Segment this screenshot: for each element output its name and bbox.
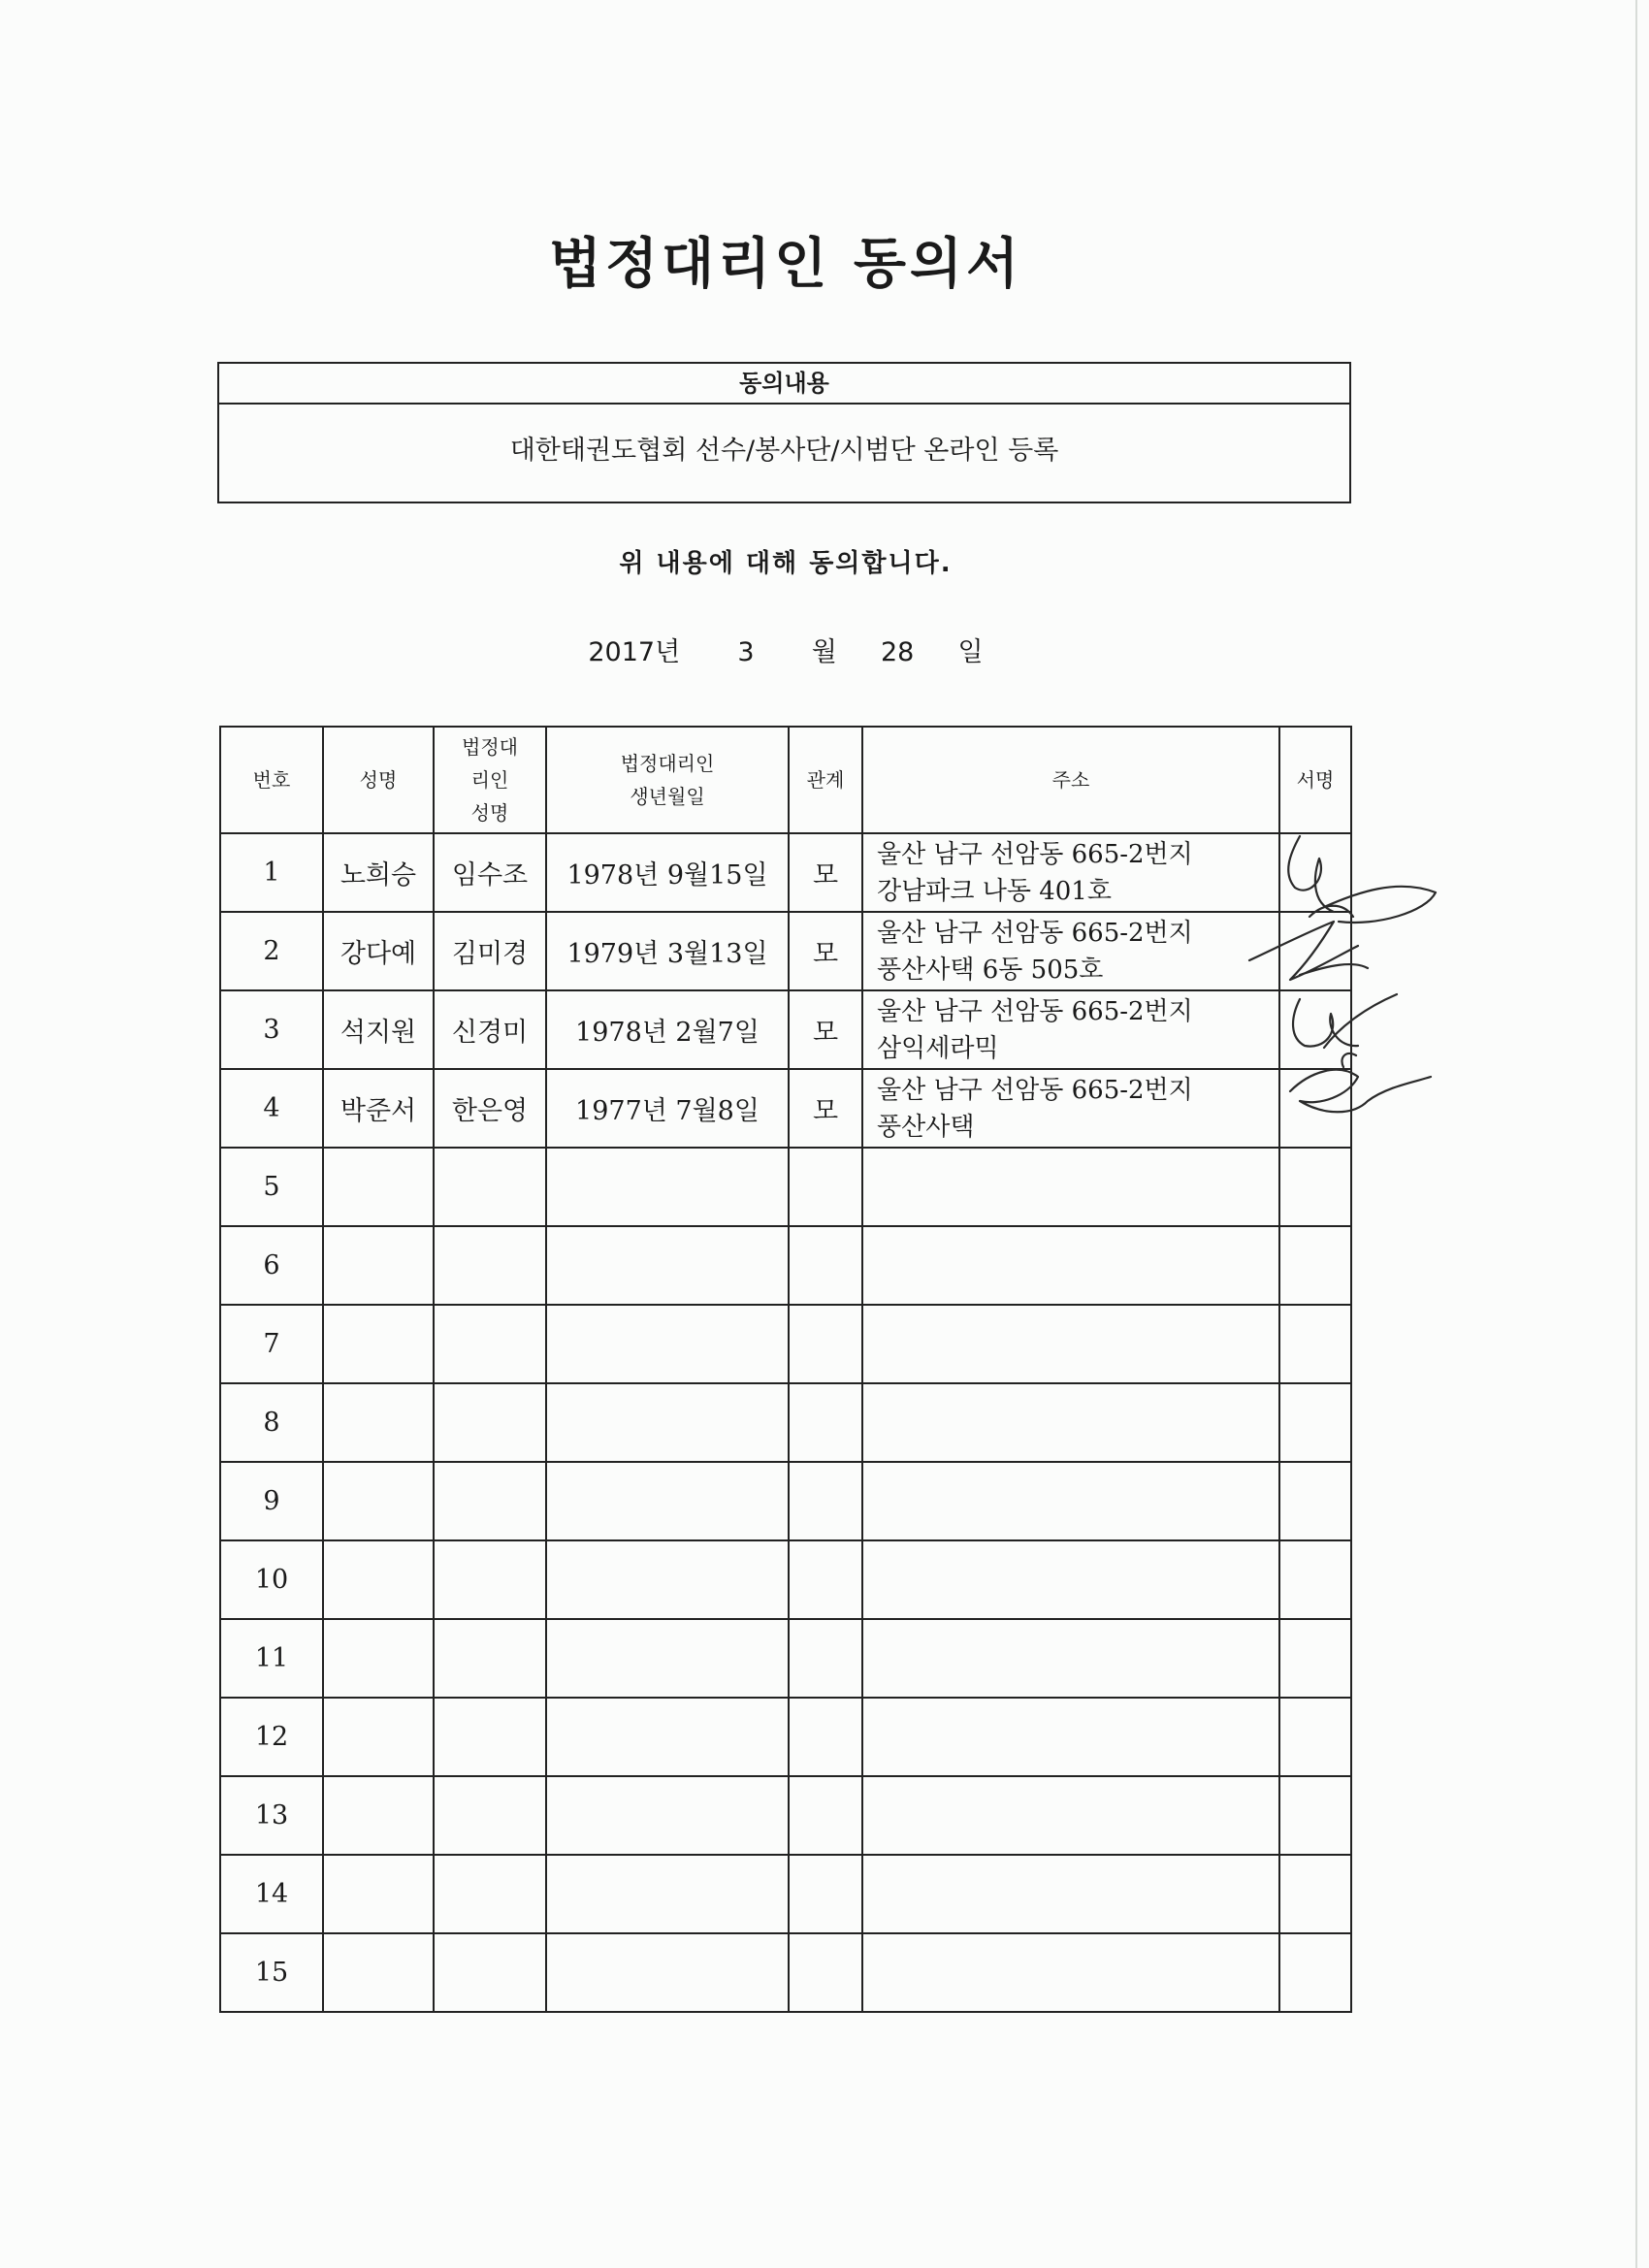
date-month: 3 — [737, 637, 755, 667]
row-name-cell — [323, 1148, 434, 1226]
row-address-cell — [862, 1383, 1279, 1462]
agreement-statement: 위 내용에 대해 동의합니다. — [619, 549, 953, 578]
row-relation-cell — [789, 1698, 862, 1776]
row-guardian-name-cell — [434, 1933, 546, 2012]
row-address-cell — [862, 1855, 1279, 1933]
row-name-cell — [323, 1462, 434, 1540]
row-signature-cell — [1279, 1148, 1351, 1226]
address-line-2: 삼익세라믹 — [877, 1033, 999, 1063]
row-address-cell — [862, 1226, 1279, 1305]
row-relation-cell — [789, 1226, 862, 1305]
address-line-2: 강남파크 나동 401호 — [877, 876, 1112, 906]
row-guardian-name-cell — [434, 1540, 546, 1619]
address-line-1: 울산 남구 선암동 665-2번지 — [877, 918, 1193, 948]
row-name-cell — [323, 1619, 434, 1698]
row-no-cell: 7 — [220, 1305, 323, 1383]
row-relation-cell: 모 — [789, 990, 862, 1069]
table-row — [220, 1069, 1351, 1148]
address-line-2: 풍산사택 6동 505호 — [877, 955, 1104, 985]
row-address-cell — [862, 1776, 1279, 1855]
row-name-cell: 노희승 — [323, 833, 434, 912]
row-address-cell — [862, 912, 1279, 990]
row-no-cell: 3 — [220, 990, 323, 1069]
row-guardian-name-cell — [434, 1776, 546, 1855]
row-guardian-birth-cell — [546, 1698, 789, 1776]
row-signature-cell — [1279, 912, 1351, 990]
row-guardian-name-cell — [434, 1305, 546, 1383]
row-guardian-birth-cell: 1977년 7월8일 — [546, 1069, 789, 1148]
row-name-cell: 강다예 — [323, 912, 434, 990]
row-guardian-name-cell — [434, 1383, 546, 1462]
row-relation-cell: 모 — [789, 833, 862, 912]
row-guardian-birth-cell: 1979년 3월13일 — [546, 912, 789, 990]
document-date — [0, 631, 1571, 668]
row-relation-cell: 모 — [789, 912, 862, 990]
table-row — [220, 1933, 1351, 2012]
row-guardian-birth-cell — [546, 1462, 789, 1540]
header-relation: 관계 — [789, 727, 862, 833]
row-name-cell: 석지원 — [323, 990, 434, 1069]
row-no-cell: 9 — [220, 1462, 323, 1540]
address-line-1: 울산 남구 선암동 665-2번지 — [877, 839, 1193, 869]
row-guardian-birth-cell: 1978년 2월7일 — [546, 990, 789, 1069]
date-month-unit: 월 — [811, 637, 837, 667]
row-guardian-birth-cell — [546, 1776, 789, 1855]
table-row — [220, 833, 1351, 912]
row-guardian-name-cell — [434, 1148, 546, 1226]
row-address-cell — [862, 1148, 1279, 1226]
row-name-cell — [323, 1933, 434, 2012]
row-relation-cell — [789, 1148, 862, 1226]
row-name-cell — [323, 1698, 434, 1776]
table-row — [220, 1148, 1351, 1226]
row-address-cell — [862, 833, 1279, 912]
row-signature-cell — [1279, 1462, 1351, 1540]
guardian-consent-table — [219, 726, 1352, 2013]
row-signature-cell — [1279, 833, 1351, 912]
row-guardian-birth-cell — [546, 1540, 789, 1619]
row-signature-cell — [1279, 1226, 1351, 1305]
date-day-unit: 일 — [957, 637, 984, 667]
consent-box-header: 동의내용 — [219, 364, 1349, 405]
row-signature-cell — [1279, 1305, 1351, 1383]
address-line-2: 풍산사택 — [877, 1112, 975, 1142]
row-guardian-name-cell — [434, 1226, 546, 1305]
consent-box-content: 대한태권도협회 선수/봉사단/시범단 온라인 등록 — [509, 436, 1059, 466]
header-name: 성명 — [323, 727, 434, 833]
row-signature-cell — [1279, 1855, 1351, 1933]
row-guardian-name-cell: 신경미 — [434, 990, 546, 1069]
row-name-cell: 박준서 — [323, 1069, 434, 1148]
row-no-cell: 10 — [220, 1540, 323, 1619]
row-guardian-birth-cell — [546, 1619, 789, 1698]
row-guardian-birth-cell — [546, 1148, 789, 1226]
scan-edge-line — [1635, 0, 1637, 2268]
table-row — [220, 1776, 1351, 1855]
row-guardian-birth-cell: 1978년 9월15일 — [546, 833, 789, 912]
header-signature: 서명 — [1279, 727, 1351, 833]
row-address-cell — [862, 1540, 1279, 1619]
row-no-cell: 5 — [220, 1148, 323, 1226]
row-signature-cell — [1279, 1698, 1351, 1776]
row-guardian-name-cell — [434, 1698, 546, 1776]
address-line-1: 울산 남구 선암동 665-2번지 — [877, 996, 1193, 1026]
row-no-cell: 6 — [220, 1226, 323, 1305]
table-row — [220, 1462, 1351, 1540]
row-signature-cell — [1279, 1069, 1351, 1148]
row-relation-cell — [789, 1855, 862, 1933]
row-no-cell: 14 — [220, 1855, 323, 1933]
row-relation-cell — [789, 1540, 862, 1619]
row-signature-cell — [1279, 1540, 1351, 1619]
document-title: 법정대리인 동의서 — [548, 233, 1023, 296]
row-no-cell: 8 — [220, 1383, 323, 1462]
table-row — [220, 1698, 1351, 1776]
row-name-cell — [323, 1540, 434, 1619]
table-row — [220, 1383, 1351, 1462]
table-row — [220, 1855, 1351, 1933]
header-address: 주소 — [862, 727, 1279, 833]
row-relation-cell — [789, 1619, 862, 1698]
row-relation-cell — [789, 1305, 862, 1383]
row-name-cell — [323, 1776, 434, 1855]
row-guardian-birth-cell — [546, 1855, 789, 1933]
table-row — [220, 912, 1351, 990]
row-no-cell: 11 — [220, 1619, 323, 1698]
row-signature-cell — [1279, 1383, 1351, 1462]
header-guardian-name: 법정대 리인 성명 — [434, 727, 546, 833]
row-no-cell: 1 — [220, 833, 323, 912]
row-name-cell — [323, 1226, 434, 1305]
row-relation-cell — [789, 1383, 862, 1462]
row-address-cell — [862, 1305, 1279, 1383]
row-no-cell: 12 — [220, 1698, 323, 1776]
table-header-row — [220, 727, 1351, 833]
row-relation-cell — [789, 1462, 862, 1540]
row-no-cell: 13 — [220, 1776, 323, 1855]
row-guardian-name-cell — [434, 1855, 546, 1933]
row-name-cell — [323, 1855, 434, 1933]
date-day: 28 — [881, 637, 915, 667]
address-line-1: 울산 남구 선암동 665-2번지 — [877, 1075, 1193, 1105]
row-relation-cell — [789, 1776, 862, 1855]
row-address-cell — [862, 1462, 1279, 1540]
row-guardian-name-cell: 한은영 — [434, 1069, 546, 1148]
consent-content-box — [217, 362, 1351, 503]
row-address-cell — [862, 1698, 1279, 1776]
row-no-cell: 15 — [220, 1933, 323, 2012]
row-signature-cell — [1279, 1933, 1351, 2012]
row-guardian-name-cell — [434, 1462, 546, 1540]
row-guardian-birth-cell — [546, 1226, 789, 1305]
row-relation-cell: 모 — [789, 1069, 862, 1148]
row-guardian-name-cell: 김미경 — [434, 912, 546, 990]
row-name-cell — [323, 1383, 434, 1462]
row-guardian-name-cell: 임수조 — [434, 833, 546, 912]
table-row — [220, 1540, 1351, 1619]
row-relation-cell — [789, 1933, 862, 2012]
date-year: 2017년 — [588, 637, 681, 667]
row-signature-cell — [1279, 1776, 1351, 1855]
row-address-cell — [862, 990, 1279, 1069]
header-no: 번호 — [220, 727, 323, 833]
row-no-cell: 4 — [220, 1069, 323, 1148]
row-guardian-name-cell — [434, 1619, 546, 1698]
header-guardian-birth: 법정대리인 생년월일 — [546, 727, 789, 833]
row-guardian-birth-cell — [546, 1305, 789, 1383]
row-no-cell: 2 — [220, 912, 323, 990]
row-signature-cell — [1279, 1619, 1351, 1698]
row-signature-cell — [1279, 990, 1351, 1069]
row-guardian-birth-cell — [546, 1933, 789, 2012]
table-row — [220, 1226, 1351, 1305]
row-address-cell — [862, 1933, 1279, 2012]
row-address-cell — [862, 1069, 1279, 1148]
row-guardian-birth-cell — [546, 1383, 789, 1462]
row-address-cell — [862, 1619, 1279, 1698]
table-row — [220, 990, 1351, 1069]
row-name-cell — [323, 1305, 434, 1383]
table-row — [220, 1305, 1351, 1383]
table-row — [220, 1619, 1351, 1698]
